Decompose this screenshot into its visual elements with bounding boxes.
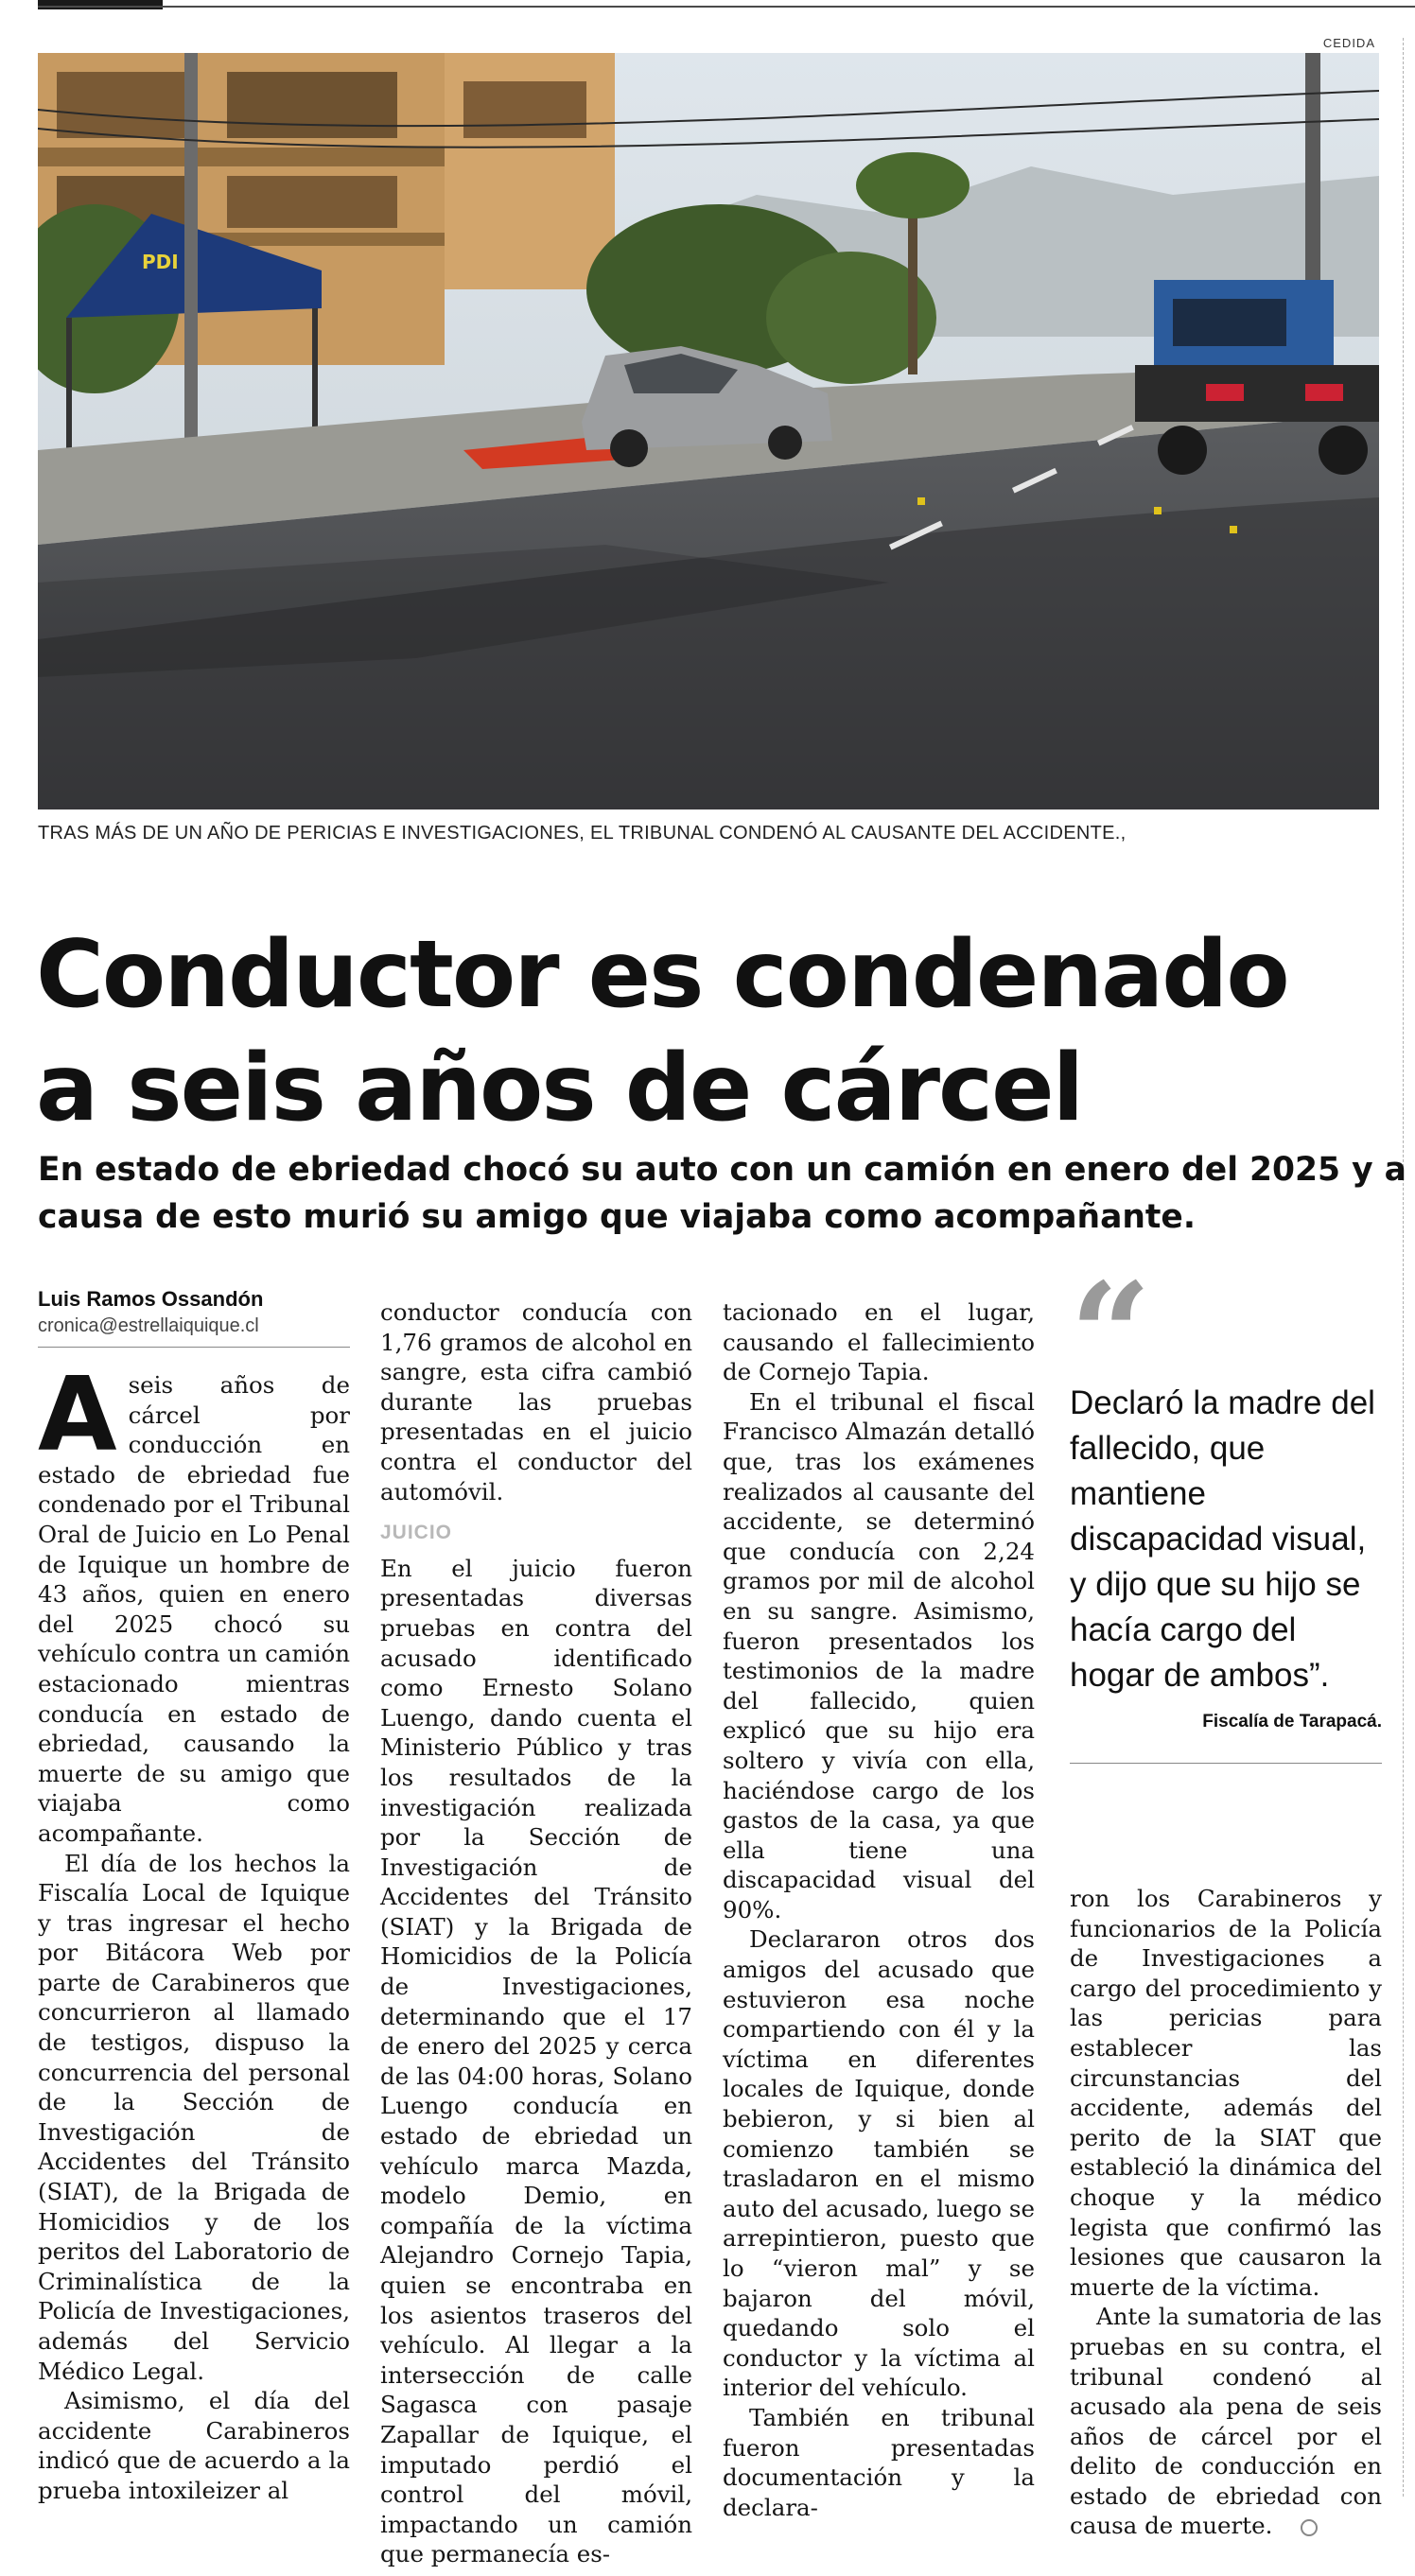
- lead-paragraph-text: seis años de cárcel por conducción en estado de ebriedad fue condenado por el Tribunal Oral de Juicio en Lo Penal de Iquique un hombre de 43 años, quien en enero del 2025 chocó su vehículo contra un camión estacionado mientras conducía en estado de ebriedad, causando la muerte de su amigo que viajaba como acompañante.: [38, 1371, 350, 1847]
- paragraph: Declararon otros dos amigos del acusado que estuvieron esa noche compartiendo con él y la víctima en diferentes locales de Iquique, donde bebieron, y si bien al comienzo también se trasladaron en el mismo auto del acusado, luego se arrepintieron, puesto que lo “vieron mal” y se bajaron del móvil, quedando solo el conductor y la víctima al interior del vehículo.: [723, 1925, 1035, 2402]
- news-photo: [38, 53, 1379, 809]
- subheadline-line-2: causa de esto murió su amigo que viajaba como acompañante.: [38, 1198, 1196, 1236]
- pull-quote: [1070, 1252, 1382, 1764]
- paragraph: conductor conducía con 1,76 gramos de alcohol en sangre, esta cifra cambió durante las pruebas presentadas en el juicio contra el conductor del automóvil.: [380, 1298, 692, 1506]
- paragraph: En el tribunal el fiscal Francisco Almazán detalló que, tras los exámenes realizados al causante del accidente, se determinó que conducía con 2,24 gramos por mil de alcohol en su sangre. Asimismo, fueron presentados los testimonios de la madre del fallecido, quien explicó que su hijo era soltero y vivía con ella, haciéndose cargo de los gastos de la casa, ya que ella tiene una discapacidad visual del 90%.: [723, 1387, 1035, 1923]
- end-of-article-icon: [1301, 2519, 1318, 2536]
- headline-line-1: Conductor es condenado: [36, 920, 1288, 1029]
- subheadline: [38, 1146, 1406, 1241]
- article-column-1: [38, 1286, 350, 2506]
- accident-scene-image: [38, 53, 1379, 809]
- article-column-3: [723, 1297, 1035, 2522]
- author-name: Luis Ramos Ossandón: [38, 1287, 264, 1311]
- pull-quote-divider: [1070, 1763, 1382, 1764]
- drop-cap: A: [38, 1356, 117, 1474]
- closing-paragraph-text: Ante la sumatoria de las pruebas en su contra, el tribunal condenó al acusado ala pena de seis años de cárcel por el delito de conducción en estado de ebriedad con causa de muerte.: [1070, 2303, 1382, 2540]
- paragraph: También en tribunal fueron presentadas documentación y la declara-: [723, 2403, 1035, 2521]
- paragraph: El día de los hechos la Fiscalía Local de Iquique y tras ingresar el hecho por Bitácora Web por parte de Carabineros que concurrieron al llamado de testigos, dispuso la concurrencia del personal de la Sección de Investigación de Accidentes del Tránsito (SIAT), de la Brigada de Homicidios y de los peritos del Laboratorio de Criminalística de la Policía de Investigaciones, además del Servicio Médico Legal.: [38, 1849, 350, 2385]
- subheadline-line-1: En estado de ebriedad chocó su auto con un camión en enero del 2025 y a: [38, 1151, 1406, 1189]
- pull-quote-source: Fiscalía de Tarapacá.: [1202, 1712, 1382, 1732]
- section-tab: [38, 0, 163, 9]
- paragraph: tacionado en el lugar, causando el fallecimiento de Cornejo Tapia.: [723, 1298, 1035, 1386]
- article-column-2: [380, 1297, 692, 2569]
- top-rule: [38, 6, 1415, 8]
- pull-quote-text: Declaró la madre del fallecido, que mantiene discapacidad visual, y dijo que su hijo se hacía cargo del hogar de ambos”.: [1070, 1384, 1375, 1694]
- paragraph: [1070, 2302, 1382, 2541]
- photo-caption: TRAS MÁS DE UN AÑO DE PERICIAS E INVESTIGACIONES, EL TRIBUNAL CONDENÓ AL CAUSANTE DEL ACCIDENTE.,: [38, 823, 1127, 844]
- headline-line-2: a seis años de cárcel: [36, 1034, 1083, 1142]
- photo-credit: CEDIDA: [1322, 36, 1375, 50]
- paragraph: En el juicio fueron presentadas diversas pruebas en contra del acusado identificado como Ernesto Solano Luengo, dando cuenta el Ministerio Público y tras los resultados de la investigación realizada por la Sección de Investigación de Accidentes del Tránsito (SIAT) y la Brigada de Homicidios de la Policía de Investigaciones, determinando que el 17 de enero del 2025 y cerca de las 04:00 horas, Solano Luengo conducía en estado de ebriedad un vehículo marca Mazda, modelo Demio, en compañía de la víctima Alejandro Cornejo Tapia, quien se encontraba en los asientos traseros del vehículo. Al llegar a la intersección de calle Sagasca con pasaje Zapallar de Iquique, el imputado perdió el control del móvil, impactando un camión que permanecía es-: [380, 1554, 692, 2568]
- paragraph: Asimismo, el día del accidente Carabineros indicó que de acuerdo a la prueba intoxileizer al: [38, 2387, 350, 2504]
- page-edge-divider: [1403, 38, 1411, 2497]
- headline: [36, 918, 1389, 1145]
- quote-marks-icon: “: [1070, 1252, 1152, 1419]
- section-label: JUICIO: [380, 1522, 453, 1544]
- pdi-tent-text: PDI: [142, 251, 179, 273]
- paragraph: ron los Carabineros y funcionarios de la Policía de Investigaciones a cargo del procedimiento y las pericias para establecer las circunstancias del accidente, además del perito de la SIAT que estableció la dinámica del choque y la médico legista que confirmó las lesiones que causaron la muerte de la víctima.: [1070, 1885, 1382, 2301]
- author-email[interactable]: cronica@estrellaiquique.cl: [38, 1313, 350, 1348]
- lead-paragraph: [38, 1356, 350, 1849]
- article-column-4: [1070, 1884, 1382, 2541]
